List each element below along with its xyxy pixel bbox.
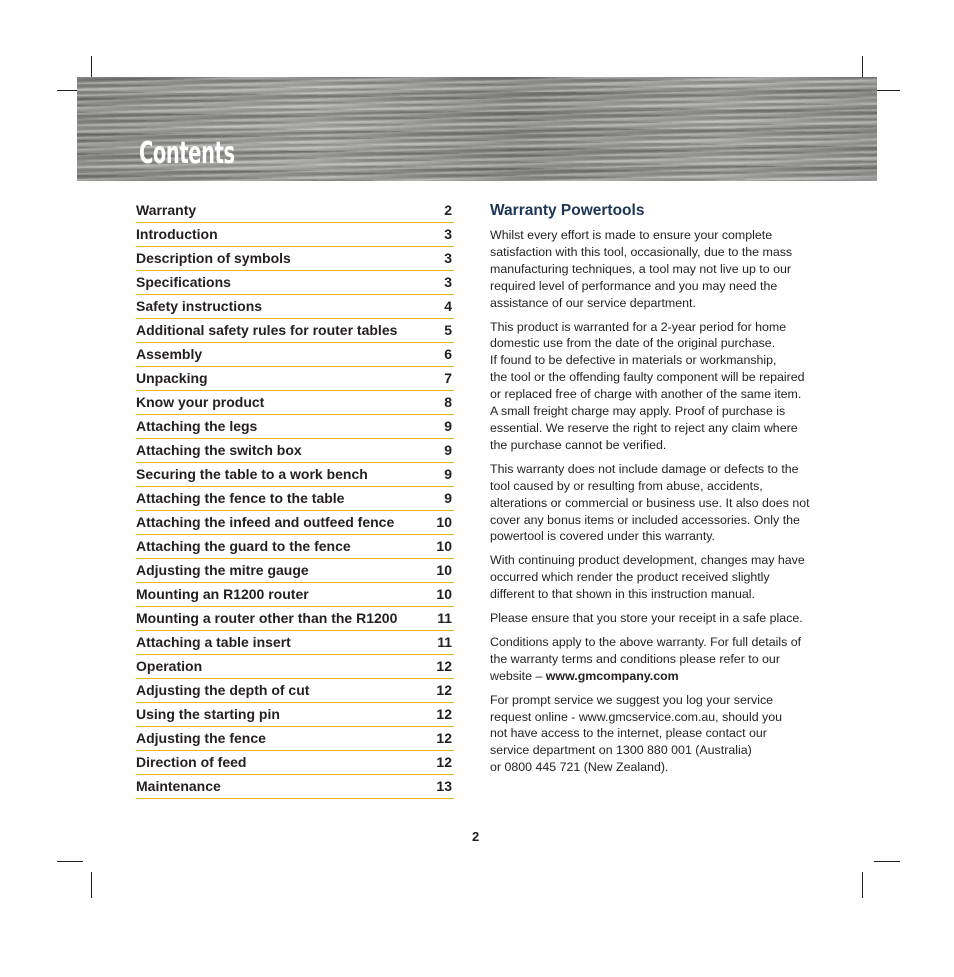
toc-page-number: 12	[436, 754, 452, 770]
toc-row[interactable]	[136, 319, 454, 343]
warranty-paragraph: For prompt service we suggest you log your service request online - www.gmcservice.com.au, should you not have access to the internet, please contact our service department on 1300 880 001 (Australia) or 0800 445 721 (New Zealand).	[490, 692, 783, 775]
toc-label: Unpacking	[136, 370, 208, 386]
toc-label: Adjusting the fence	[136, 730, 266, 746]
page-title: Contents	[139, 136, 235, 171]
toc-label: Using the starting pin	[136, 706, 280, 722]
toc-page-number: 5	[444, 322, 452, 338]
toc-page-number: 11	[437, 634, 452, 650]
toc-label: Mounting an R1200 router	[136, 586, 309, 602]
toc-row[interactable]	[136, 535, 454, 559]
warranty-paragraph: This product is warranted for a 2-year period for home domestic use from the date of the original purchase. If found to be defective in materials or workmanship, the tool or the offending faulty component will be repaired or replaced free of charge with another of the same item. A small freight charge may apply. Proof of purchase is essential. We reserve the right to reject any claim where the purchase cannot be verified.	[490, 319, 805, 452]
table-of-contents	[136, 199, 454, 799]
toc-page-number: 11	[437, 610, 452, 626]
toc-label: Know your product	[136, 394, 265, 410]
warranty-conditions-text: Conditions apply to the above warranty. For full details of the warranty terms and conditions please refer to our website –	[490, 634, 802, 683]
toc-row[interactable]	[136, 391, 454, 415]
toc-label: Description of symbols	[136, 250, 291, 266]
toc-label: Assembly	[136, 346, 203, 362]
toc-row[interactable]	[136, 607, 454, 631]
toc-page-number: 12	[436, 658, 452, 674]
warranty-paragraph	[490, 634, 820, 685]
toc-row[interactable]	[136, 775, 454, 799]
toc-row[interactable]	[136, 559, 454, 583]
toc-label: Warranty	[136, 202, 197, 218]
toc-page-number: 3	[444, 274, 452, 290]
toc-label: Attaching the legs	[136, 418, 258, 434]
toc-page-number: 10	[436, 514, 452, 530]
toc-label: Operation	[136, 658, 203, 674]
crop-mark	[874, 861, 900, 862]
toc-row[interactable]	[136, 703, 454, 727]
warranty-paragraph: With continuing product development, changes may have occurred which render the product received slightly different to that shown in this instruction manual.	[490, 553, 805, 602]
toc-label: Mounting a router other than the R1200	[136, 610, 398, 626]
toc-row[interactable]	[136, 511, 454, 535]
website-link[interactable]: www.gmcompany.com	[545, 668, 679, 683]
toc-label: Attaching the infeed and outfeed fence	[136, 514, 395, 530]
toc-label: Maintenance	[136, 778, 221, 794]
toc-row[interactable]	[136, 751, 454, 775]
toc-row[interactable]	[136, 463, 454, 487]
toc-label: Direction of feed	[136, 754, 247, 770]
toc-page-number: 4	[444, 298, 452, 314]
toc-page-number: 7	[444, 370, 452, 386]
toc-page-number: 6	[444, 346, 452, 362]
toc-page-number: 10	[436, 538, 452, 554]
warranty-section	[490, 201, 820, 783]
toc-label: Attaching a table insert	[136, 634, 291, 650]
toc-label: Adjusting the mitre gauge	[136, 562, 309, 578]
toc-row[interactable]	[136, 631, 454, 655]
toc-label: Attaching the switch box	[136, 442, 302, 458]
toc-page-number: 9	[444, 490, 452, 506]
crop-mark	[91, 872, 92, 898]
toc-row[interactable]	[136, 655, 454, 679]
toc-row[interactable]	[136, 367, 454, 391]
toc-page-number: 9	[444, 418, 452, 434]
toc-page-number: 12	[436, 706, 452, 722]
toc-page-number: 12	[436, 682, 452, 698]
crop-mark	[57, 861, 83, 862]
toc-page-number: 10	[436, 586, 452, 602]
toc-page-number: 13	[436, 778, 452, 794]
toc-row[interactable]	[136, 487, 454, 511]
header-banner	[77, 77, 877, 181]
toc-row[interactable]	[136, 271, 454, 295]
crop-mark	[862, 872, 863, 898]
toc-page-number: 12	[436, 730, 452, 746]
toc-row[interactable]	[136, 199, 454, 223]
crop-mark	[874, 90, 900, 91]
warranty-paragraph: This warranty does not include damage or defects to the tool caused by or resulting from abuse, accidents, alterations or commercial or business use. It also does not cover any bonus items or included accessories. Only the powertool is covered under this warranty.	[490, 461, 810, 544]
toc-row[interactable]	[136, 727, 454, 751]
toc-page-number: 3	[444, 226, 452, 242]
warranty-paragraph: Whilst every effort is made to ensure your complete satisfaction with this tool, occasionally, due to the mass manufacturing techniques, a tool may not live up to our required level of performance and you may need the assistance of our service department.	[490, 228, 793, 310]
warranty-paragraph: Please ensure that you store your receipt in a safe place.	[490, 611, 803, 626]
toc-label: Introduction	[136, 226, 218, 242]
toc-row[interactable]	[136, 295, 454, 319]
warranty-heading: Warranty Powertools	[490, 202, 645, 219]
toc-row[interactable]	[136, 679, 454, 703]
toc-row[interactable]	[136, 415, 454, 439]
toc-label: Safety instructions	[136, 298, 263, 314]
toc-row[interactable]	[136, 583, 454, 607]
toc-label: Attaching the fence to the table	[136, 490, 345, 506]
toc-label: Adjusting the depth of cut	[136, 682, 310, 698]
toc-row[interactable]	[136, 223, 454, 247]
toc-page-number: 2	[444, 202, 452, 218]
toc-label: Securing the table to a work bench	[136, 466, 368, 482]
toc-label: Specifications	[136, 274, 231, 290]
toc-label: Additional safety rules for router tables	[136, 322, 398, 338]
toc-page-number: 10	[436, 562, 452, 578]
toc-page-number: 9	[444, 442, 452, 458]
toc-label: Attaching the guard to the fence	[136, 538, 351, 554]
toc-page-number: 3	[444, 250, 452, 266]
toc-row[interactable]	[136, 343, 454, 367]
page-number: 2	[472, 829, 480, 844]
toc-page-number: 9	[444, 466, 452, 482]
toc-row[interactable]	[136, 439, 454, 463]
toc-page-number: 8	[444, 394, 452, 410]
toc-row[interactable]	[136, 247, 454, 271]
